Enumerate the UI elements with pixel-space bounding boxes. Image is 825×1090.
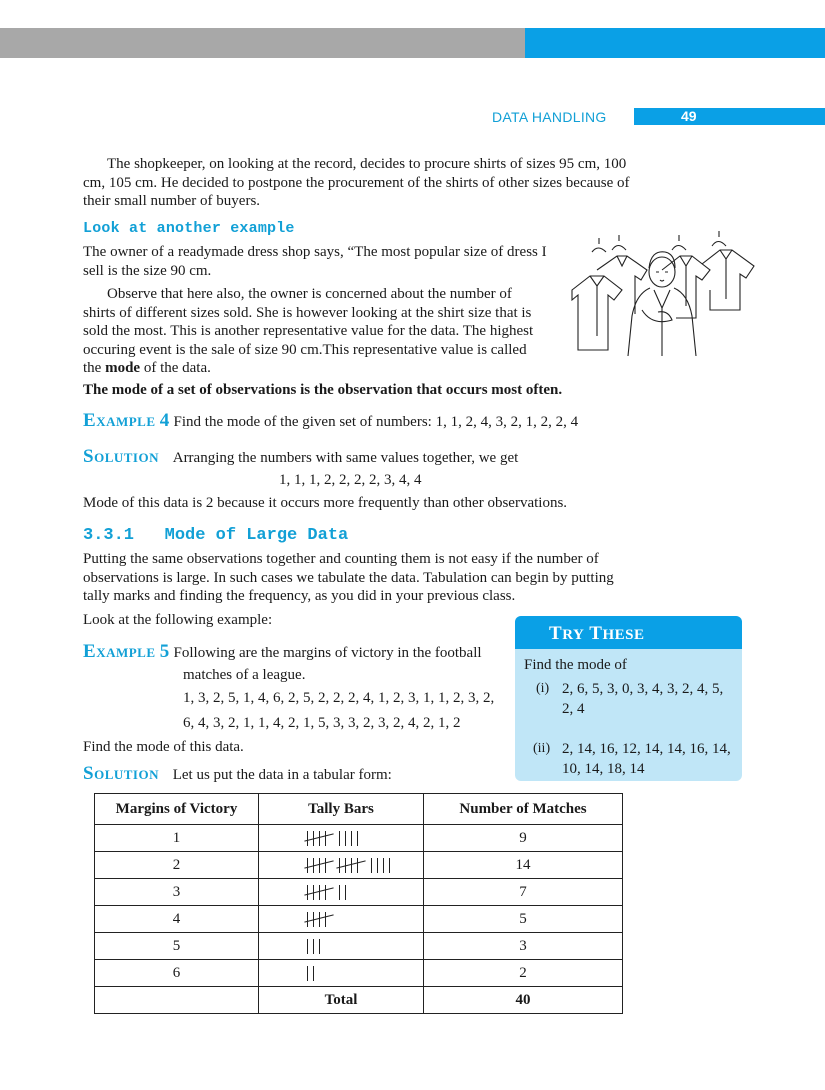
- tally-group-of-five: [307, 830, 331, 847]
- margin-value: 6: [95, 960, 259, 987]
- another-example-heading: Look at another example: [83, 220, 295, 237]
- tally-mark: [313, 939, 317, 954]
- example-5-data-line2: 6, 4, 3, 2, 1, 1, 4, 2, 1, 5, 3, 3, 2, 3, 2, 4, 2, 1, 2: [183, 715, 461, 731]
- section-heading: 3.3.1 Mode of Large Data: [83, 526, 349, 545]
- try-these-item-2: 2, 14, 16, 12, 14, 14, 16, 14, 10, 14, 18, 14: [562, 741, 731, 777]
- look-following-example: Look at the following example:: [83, 612, 273, 628]
- margin-value: 4: [95, 906, 259, 933]
- table-row: [95, 906, 623, 933]
- solution-4: [83, 448, 703, 468]
- tally-marks: [259, 879, 424, 906]
- tally-mark: [345, 831, 349, 846]
- margin-value: 5: [95, 933, 259, 960]
- page-number: 49: [634, 108, 825, 125]
- margin-value: 2: [95, 852, 259, 879]
- mode-definition: The mode of a set of observations is the observation that occurs most often.: [83, 382, 563, 398]
- example-4-label: EXAMPLE 4: [83, 410, 170, 431]
- margin-value: 3: [95, 879, 259, 906]
- tally-mark: [313, 966, 317, 981]
- table-header-row: [95, 794, 623, 825]
- solution-5-text: Let us put the data in a tabular form:: [172, 767, 392, 783]
- total-label: Total: [259, 987, 424, 1014]
- tally-marks: [259, 960, 424, 987]
- tally-group-of-five: [307, 911, 331, 928]
- tally-mark: [357, 831, 361, 846]
- tally-mark: [345, 885, 349, 900]
- tally-group-of-five: [307, 857, 331, 874]
- try-these-box: [515, 616, 742, 781]
- solution-5: [83, 765, 503, 785]
- match-count: 5: [424, 906, 623, 933]
- example-5-line2: matches of a league.: [183, 667, 306, 683]
- margins-tally-table: [94, 793, 623, 1014]
- try-these-item-1-num: (i): [536, 681, 550, 696]
- try-these-prompt: Find the mode of: [524, 657, 627, 673]
- margin-value: 1: [95, 825, 259, 852]
- table-row: [95, 933, 623, 960]
- example-4: [83, 412, 703, 432]
- match-count: 2: [424, 960, 623, 987]
- intro-paragraph: The shopkeeper, on looking at the record, decides to procure shirts of sizes 95 cm, 100 cm, 105 cm. He decided to postpone the procurement of the shirts of other sizes because of their small number of buyers.: [83, 156, 630, 209]
- solution-4-conclusion: Mode of this data is 2 because it occurs more frequently than other observations.: [83, 495, 568, 511]
- tally-mark: [319, 939, 323, 954]
- tally-mark: [377, 858, 381, 873]
- shop-owner-with-shirts-illustration: [552, 230, 770, 370]
- tally-marks: [259, 933, 424, 960]
- column-header-tally: Tally Bars: [259, 794, 424, 825]
- match-count: 3: [424, 933, 623, 960]
- tally-mark: [307, 939, 311, 954]
- top-band-blue: [525, 28, 825, 58]
- dress-shop-paragraph: The owner of a readymade dress shop says, “The most popular size of dress I sell is the size 90 cm.: [83, 244, 547, 279]
- mode-explanation-paragraph: Observe that here also, the owner is concerned about the number of shirts of different sizes sold. She is however looking at the shirt size that is sold the most. This is another representative value for the data. The highest occuring event is the sale of size 90 cm.This representative value is called the mode of the data.: [83, 286, 534, 376]
- table-row: [95, 825, 623, 852]
- mode-term: mode: [105, 360, 141, 376]
- tally-mark: [339, 831, 343, 846]
- example-5-line1: Following are the margins of victory in the football: [173, 645, 482, 661]
- total-value: 40: [424, 987, 623, 1014]
- column-header-matches: Number of Matches: [424, 794, 623, 825]
- match-count: 14: [424, 852, 623, 879]
- tally-mark: [389, 858, 393, 873]
- try-these-title: TRY THESE: [515, 616, 742, 649]
- tally-mark: [307, 966, 311, 981]
- match-count: 9: [424, 825, 623, 852]
- solution-4-label: SOLUTION: [83, 446, 159, 467]
- tally-mark: [383, 858, 387, 873]
- try-these-item-1: 2, 6, 5, 3, 0, 3, 4, 3, 2, 4, 5, 2, 4: [562, 681, 724, 717]
- try-these-item-2-num: (ii): [533, 741, 551, 756]
- running-header-title: DATA HANDLING: [492, 109, 607, 125]
- tally-mark: [339, 885, 343, 900]
- example-5-data-line1: 1, 3, 2, 5, 1, 4, 6, 2, 5, 2, 2, 2, 4, 1, 2, 3, 1, 1, 2, 3, 2,: [183, 690, 495, 706]
- tally-marks: [259, 825, 424, 852]
- tally-group-of-five: [307, 884, 331, 901]
- table-row: [95, 879, 623, 906]
- table-row: [95, 852, 623, 879]
- example-5: [83, 643, 523, 663]
- column-header-margins: Margins of Victory: [95, 794, 259, 825]
- section-paragraph: Putting the same observations together and counting them is not easy if the number of observations is large. In such cases we tabulate the data. Tabulation can begin by putting tally marks and finding the frequency, as you did in your previous class.: [83, 551, 614, 604]
- tally-mark: [351, 831, 355, 846]
- solution-5-label: SOLUTION: [83, 763, 159, 784]
- table-total-row: [95, 987, 623, 1014]
- match-count: 7: [424, 879, 623, 906]
- solution-4-text: Arranging the numbers with same values together, we get: [172, 450, 519, 466]
- example-5-label: EXAMPLE 5: [83, 641, 170, 662]
- table-row: [95, 960, 623, 987]
- top-band-gray: [0, 28, 525, 58]
- tally-marks: [259, 852, 424, 879]
- tally-group-of-five: [339, 857, 363, 874]
- example-5-question: Find the mode of this data.: [83, 739, 244, 755]
- arranged-numbers: 1, 1, 1, 2, 2, 2, 2, 3, 4, 4: [279, 472, 422, 488]
- example-4-text: Find the mode of the given set of numbers: 1, 1, 2, 4, 3, 2, 1, 2, 2, 4: [173, 414, 579, 430]
- tally-mark: [371, 858, 375, 873]
- tally-marks: [259, 906, 424, 933]
